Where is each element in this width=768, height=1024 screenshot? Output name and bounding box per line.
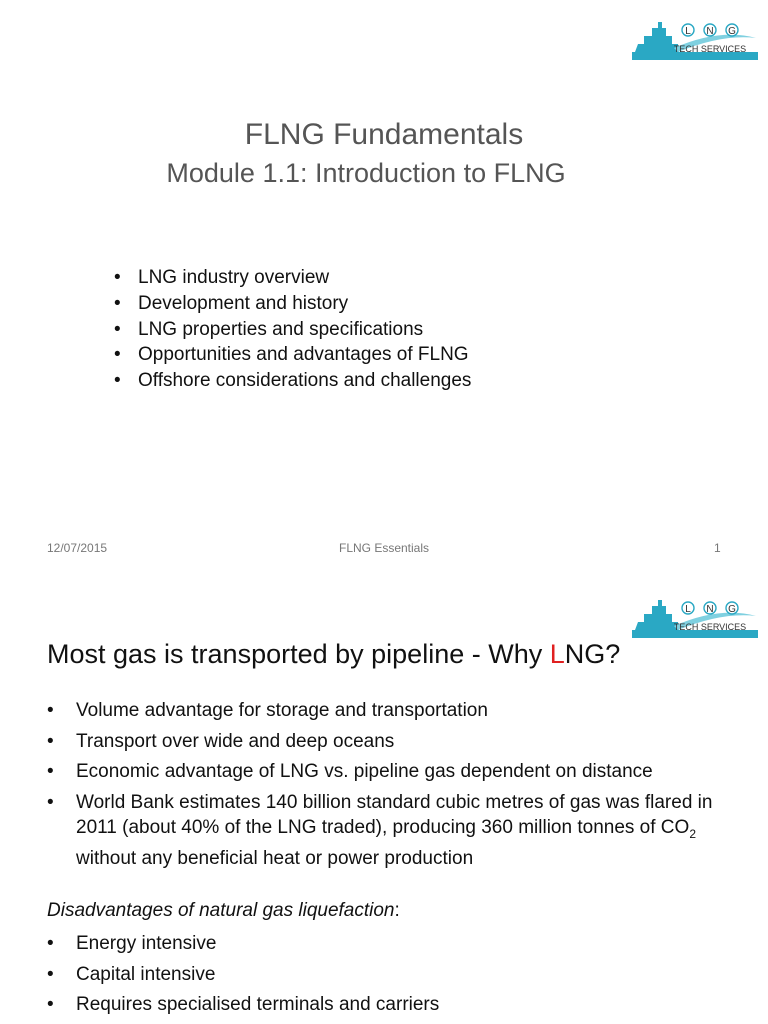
world-bank-text: World Bank estimates 140 billion standard cubic metres of gas was flared in 2011 (about 40% of the LNG traded), producing 360 million tonnes of CO [76,791,713,838]
world-bank-text-end: without any beneficial heat or power production [76,848,474,870]
co2-subscript: 2 [689,826,696,841]
logo-letter-l: L [685,604,691,615]
topic-item: • Offshore considerations and challenges [110,368,471,394]
heading-prefix: Most gas is transported by pipeline - Why [47,639,550,669]
logo-letter-n: N [706,604,714,615]
advantage-item: • Volume advantage for storage and transportation [47,698,727,723]
slide-title: FLNG Fundamentals [244,118,524,151]
heading-highlight: L [549,639,565,669]
topic-item: • Development and history [110,291,471,317]
logo-letter-g: G [728,26,736,37]
disadvantage-item: • Energy intensive [47,931,439,956]
logo-letter-l: L [685,26,691,37]
disadvantages-list [47,931,439,1023]
heading-suffix: NG? [564,639,621,669]
disadvantages-heading-text: Disadvantages of natural gas liquefaction [47,900,395,921]
footer-date: 12/07/2015 [47,541,108,555]
logo-letter-n: N [706,26,714,37]
advantage-item: • Transport over wide and deep oceans [47,729,727,754]
lng-tech-services-logo [630,18,760,62]
disadvantages-heading [47,900,400,922]
advantages-list [47,698,727,877]
advantage-item-world-bank [47,790,727,872]
lng-tech-services-logo [630,596,760,640]
slide-heading [47,639,620,670]
ship-logo-icon [630,596,760,640]
topic-list [110,265,471,394]
disadvantage-item: • Requires specialised terminals and carriers [47,992,439,1017]
advantage-item: • Economic advantage of LNG vs. pipeline gas dependent on distance [47,759,727,784]
slide-2 [0,578,768,1024]
footer-title: FLNG Essentials [338,541,430,555]
footer-page-number: 1 [714,541,721,555]
logo-tagline: TECH SERVICES [673,44,747,54]
ship-logo-icon [630,18,760,62]
logo-tagline: TECH SERVICES [673,622,747,632]
logo-letter-g: G [728,604,736,615]
disadvantage-item: • Capital intensive [47,962,439,987]
topic-item: • Opportunities and advantages of FLNG [110,342,471,368]
topic-item: • LNG industry overview [110,265,471,291]
topic-item: • LNG properties and specifications [110,317,471,343]
slide-subtitle: Module 1.1: Introduction to FLNG [166,158,566,188]
disadvantages-heading-colon: : [394,900,400,921]
